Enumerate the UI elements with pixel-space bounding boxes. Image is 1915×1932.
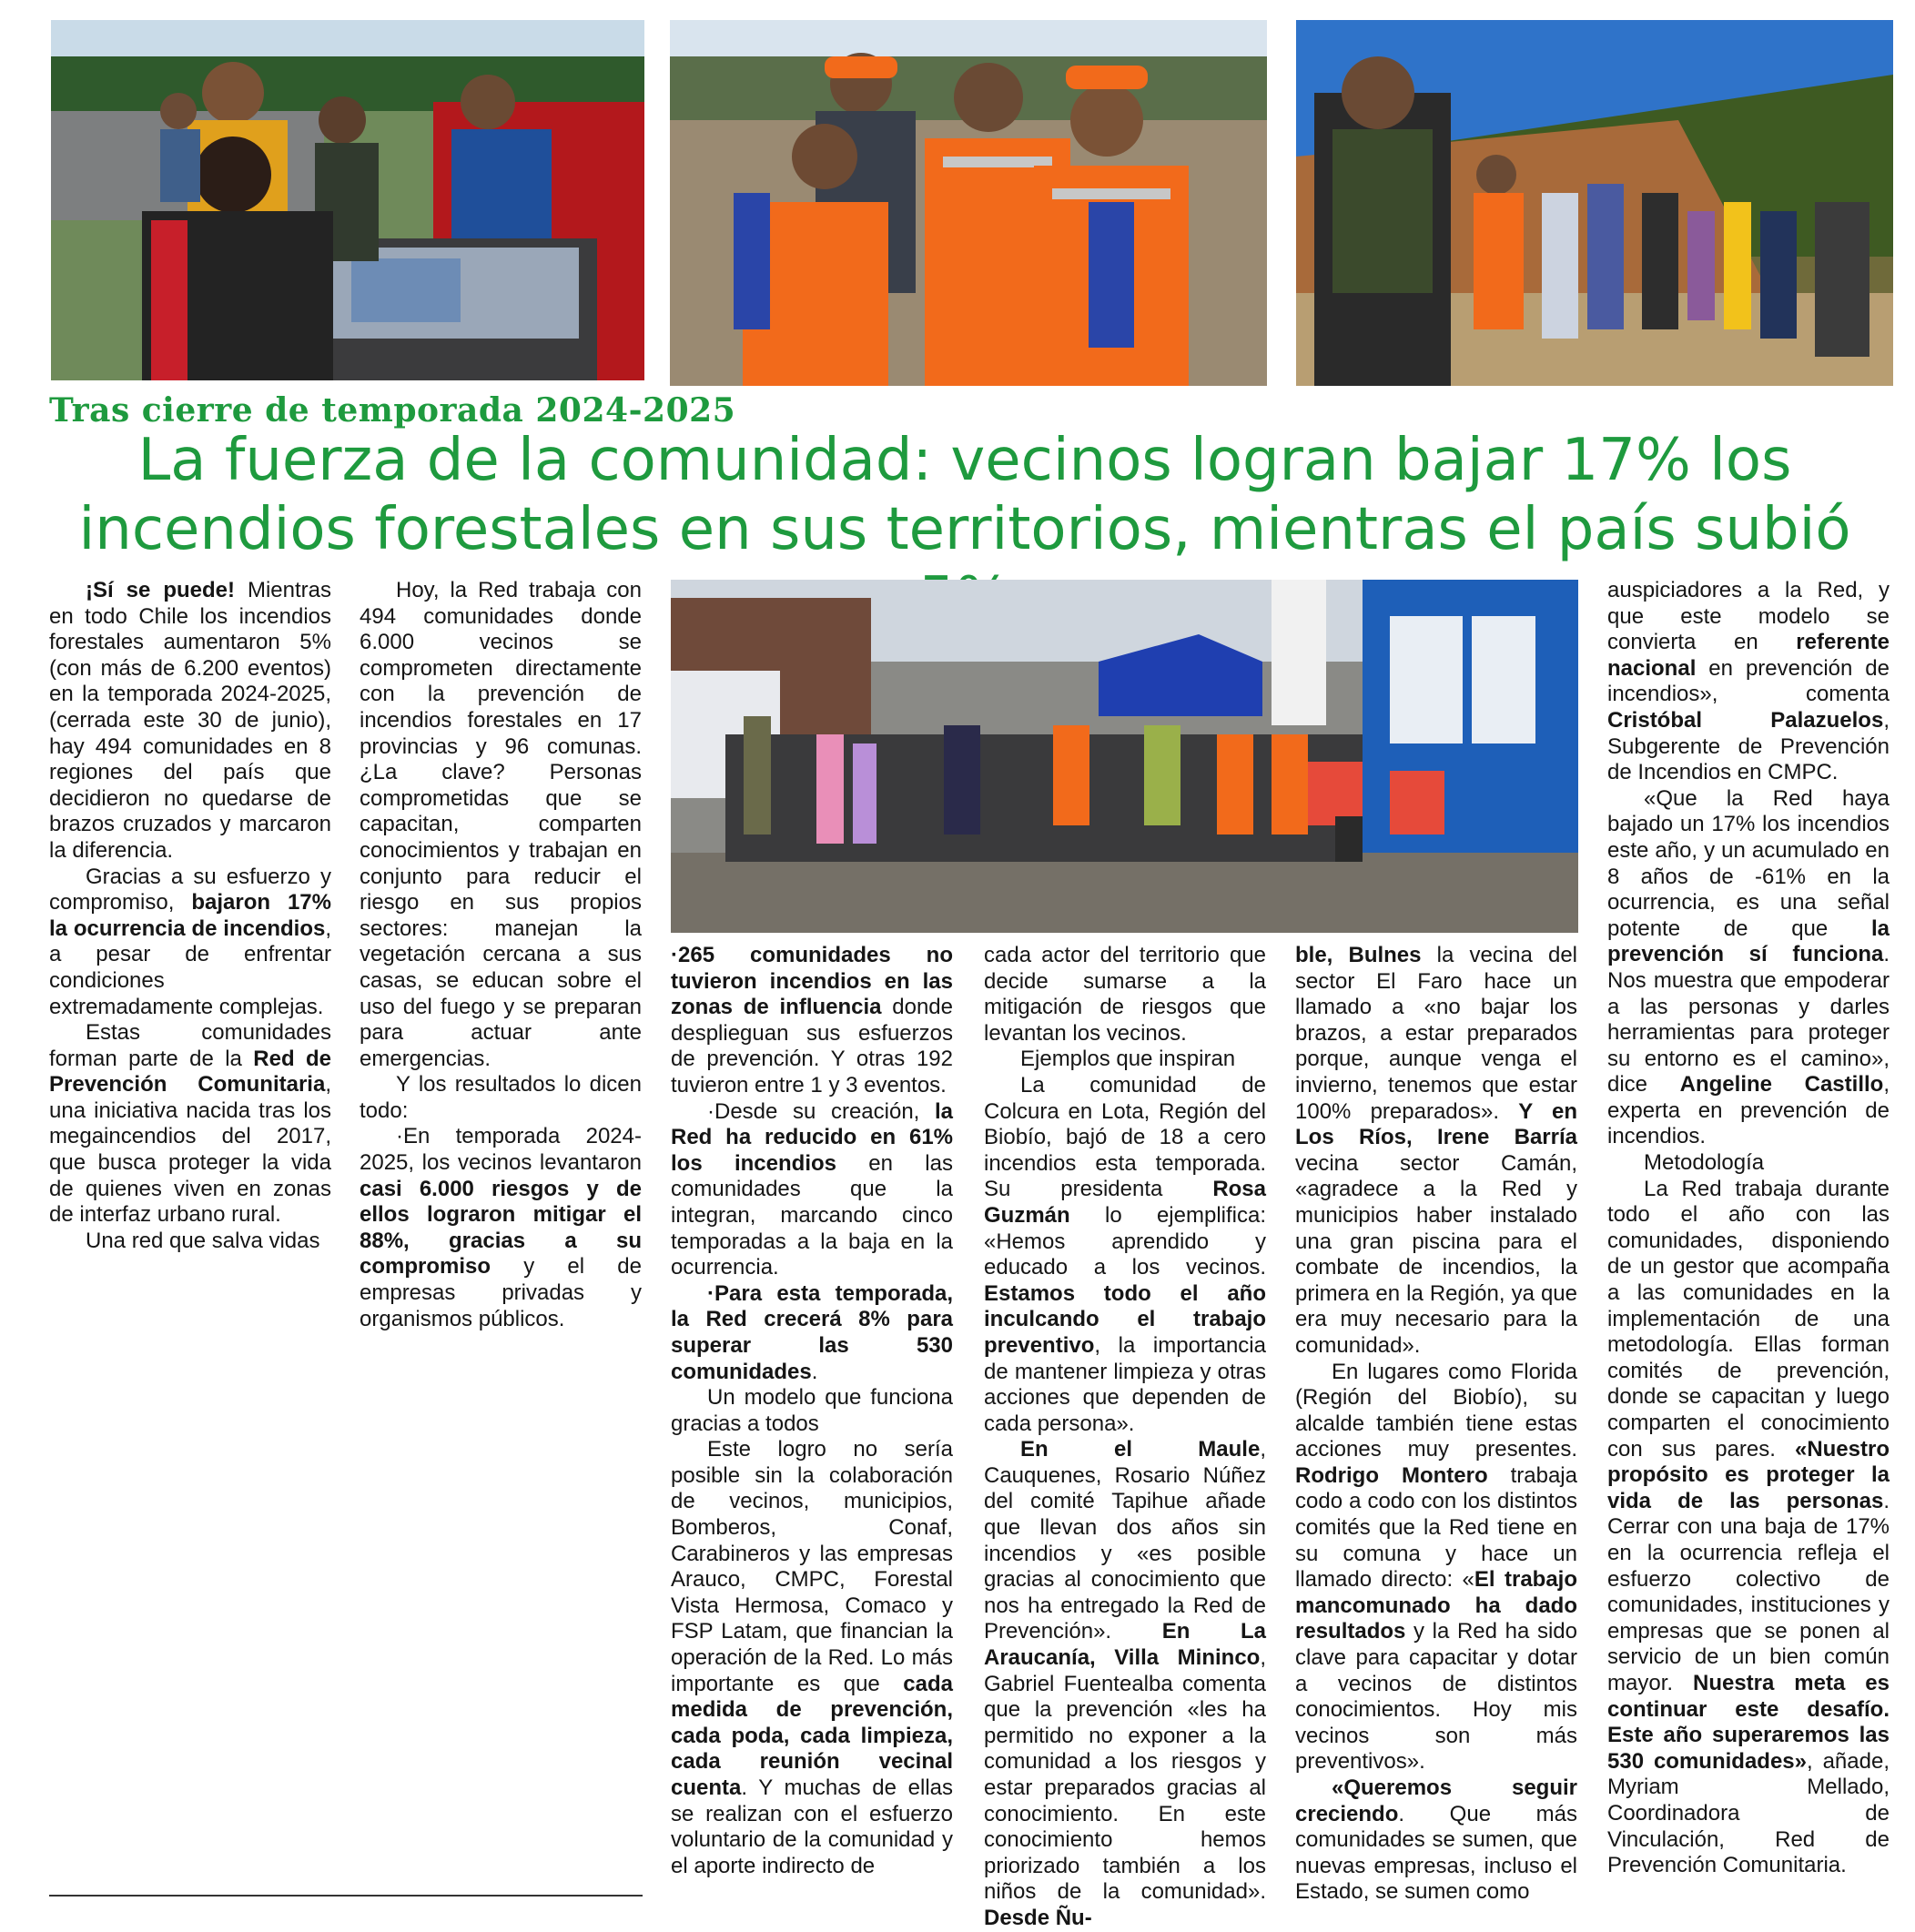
- bold-text: Cristóbal Palazuelos: [1607, 707, 1884, 733]
- bold-text: Rosa Guzmán: [984, 1177, 1266, 1228]
- paragraph: [49, 1020, 331, 1229]
- text-run: cada actor del territorio que decide sumarse a la mitigación de riesgos que levantan los vecinos.: [984, 943, 1266, 1046]
- text-run: auspiciadores a la Red, y que este modelo se convierta en: [1607, 578, 1890, 655]
- text-run: «Que la Red haya bajado un 17% los incendios este año, y un acumulado en 8 años de -61% en la ocurrencia, es una señal potente de que: [1607, 785, 1890, 941]
- paragraph: [49, 1229, 331, 1255]
- paragraph: [1295, 943, 1577, 1360]
- paragraph: [1607, 1150, 1890, 1177]
- paragraph: [984, 1047, 1266, 1073]
- bold-text: Angeline Castillo: [1679, 1072, 1884, 1097]
- bold-text: Y en Los Ríos, Irene Barría: [1295, 1098, 1577, 1150]
- column-2: [360, 578, 642, 1332]
- text-run: la vecina del sector El Faro hace un llamado a «no bajar los brazos, a estar preparados porque, aunque venga el invierno, tenemos que estar 100% preparados».: [1295, 943, 1577, 1124]
- paragraph: [984, 1437, 1266, 1931]
- bold-text: bajaron 17% la ocurrencia de incendios: [49, 890, 331, 941]
- bold-text: El trabajo mancomunado ha dado resultados: [1295, 1567, 1577, 1644]
- bold-text: «Queremos seguir creciendo: [1295, 1775, 1577, 1826]
- text-run: y la Red ha sido clave para capacitar y dotar a vecinos de distintos conocimientos. Hoy mis vecinos son más preventivos».: [1295, 1619, 1577, 1775]
- paragraph: [1295, 1360, 1577, 1776]
- text-run: lo ejemplifica: «Hemos aprendido y educado a los vecinos.: [984, 1202, 1266, 1280]
- text-run: La Red trabaja durante todo el año con las comunidades, disponiendo de un gestor que acompaña a las comunidades en la implementación de una metodología. Ellas forman comités de prevención, donde se capacitan y luego comparten el conocimiento con sus pares.: [1607, 1176, 1890, 1462]
- column-5: [1295, 943, 1577, 1906]
- paragraph: [984, 943, 1266, 1047]
- text-run: . Y muchas de ellas se realizan con el esfuerzo voluntario de la comunidad y el aporte indirecto de: [671, 1775, 953, 1878]
- paragraph: [49, 865, 331, 1021]
- text-run: y el de empresas privadas y organismos públicos.: [360, 1254, 642, 1331]
- bold-text: ¡Sí se puede!: [86, 578, 235, 602]
- bold-text: referente nacional: [1607, 630, 1890, 681]
- text-run: Un modelo que funciona gracias a todos: [671, 1385, 953, 1436]
- text-run: ·En temporada 2024-2025, los vecinos levantaron: [360, 1124, 642, 1176]
- text-run: . Nos muestra que empoderar a las personas y darles herramientas para proteger su entorno es el camino», dice: [1607, 942, 1890, 1097]
- bold-text: «Nuestro propósito es proteger la vida de las personas: [1607, 1436, 1890, 1513]
- paragraph: [49, 578, 331, 865]
- text-run: , Subgerente de Prevención de Incendios en CMPC.: [1607, 707, 1890, 785]
- bold-text: ble, Bulnes: [1295, 943, 1422, 967]
- text-run: . Que más comunidades se sumen, que nuevas empresas, incluso el Estado, se sumen como: [1295, 1801, 1577, 1905]
- column-3: [671, 943, 953, 1879]
- bold-text: la prevención sí funciona: [1607, 915, 1890, 967]
- text-run: En lugares como Florida (Región del Biobío), su alcalde también tiene estas acciones muy presentes.: [1295, 1359, 1577, 1462]
- paragraph: [1607, 578, 1890, 786]
- paragraph: [1295, 1775, 1577, 1906]
- headline: La fuerza de la comunidad: vecinos logran bajar 17% los incendios forestales en sus territorios, mientras el país subió: [78, 427, 1851, 563]
- text-run: Mientras en todo Chile los incendios forestales aumentaron 5% (con más de 6.200 eventos) en la temporada 2024-2025, (cerrada este 30 de junio), hay 494 comunidades en 8 regiones del país que decidieron no quedarse de brazos cruzados y marcaron la diferencia.: [49, 578, 331, 863]
- text-run: , a pesar de enfrentar condiciones extremadamente complejas.: [49, 915, 331, 1019]
- paragraph: [1607, 786, 1890, 1150]
- text-run: Una red que salva vidas: [86, 1228, 320, 1253]
- text-run: Hoy, la Red trabaja con 494 comunidades donde 6.000 vecinos se comprometen directamente con la prevención de incendios forestales en 17 provincias y 96 comunas. ¿La clave? Personas comprometidas que se capacitan, comparten conocimientos y trabajan en conjunto para reducir el riesgo en sus propios sectores: manejan la vegetación cercana a sus casas, se educan sobre el uso del fuego y se preparan para actuar ante emergencias.: [360, 578, 642, 1071]
- bold-text: casi 6.000 riesgos y de ellos lograron mitigar el 88%, gracias a su compromiso: [360, 1176, 642, 1280]
- bold-text: ·265 comunidades no tuvieron incendios en las zonas de influencia: [671, 943, 953, 1020]
- paragraph: [671, 943, 953, 1099]
- bold-text: En el Maule: [1020, 1437, 1261, 1462]
- bold-text: Red de Prevención Comunitaria: [49, 1046, 332, 1097]
- paragraph: [671, 1281, 953, 1385]
- column-rule: [49, 1895, 643, 1897]
- text-run: , experta en prevención de incendios.: [1607, 1072, 1890, 1149]
- paragraph: [671, 1437, 953, 1879]
- paragraph: [360, 1072, 642, 1124]
- photo-map-meeting: [51, 20, 644, 380]
- column-1: [49, 578, 331, 1254]
- paragraph: [671, 1385, 953, 1437]
- text-run: , la importancia de mantener limpieza y otras acciones que dependen de cada persona».: [984, 1332, 1266, 1436]
- paragraph: [360, 578, 642, 1072]
- photo-community-group: [671, 580, 1578, 933]
- text-run: , Cauquenes, Rosario Núñez del comité Tapihue añade que llevan dos años sin incendios y «es posible gracias al conocimiento que nos ha entregado la Red de Prevención».: [984, 1437, 1266, 1644]
- bold-text: ·Para esta temporada, la Red crecerá 8% para superar las 530 comunidades: [671, 1280, 953, 1384]
- paragraph: [671, 1099, 953, 1281]
- text-run: Gracias a su esfuerzo y compromiso,: [49, 864, 331, 915]
- text-run: donde desplieguan sus esfuerzos de prevención. Y otras 192 tuvieron entre 1 y 3 eventos.: [671, 995, 953, 1097]
- kicker: Tras cierre de temporada 2024-2025: [49, 391, 736, 430]
- bold-text: cada medida de prevención, cada poda, cada limpieza, cada reunión vecinal cuenta: [671, 1671, 953, 1800]
- text-run: , Gabriel Fuentealba comenta que la prevención «les ha permitido no exponer a la comunidad a los riesgos y estar preparados gracias al conocimiento. En este conocimiento hemos priorizado también a los niños de la comunidad».: [984, 1645, 1266, 1905]
- text-run: en prevención de incendios», comenta: [1607, 655, 1890, 707]
- photo-orange-vests: [670, 20, 1267, 386]
- column-6: [1607, 578, 1890, 1879]
- text-run: Y los resultados lo dicen todo:: [360, 1072, 642, 1123]
- text-run: Ejemplos que inspiran: [1020, 1047, 1236, 1072]
- column-4: [984, 943, 1266, 1932]
- bold-text: la Red ha reducido en 61% los incendios: [671, 1098, 953, 1176]
- photo-field-walk: [1296, 20, 1893, 386]
- paragraph: [1607, 1177, 1890, 1879]
- text-run: en las comunidades que la integran, marcando cinco temporadas a la baja en la ocurrencia.: [671, 1150, 953, 1280]
- text-run: La comunidad de Colcura en Lota, Región del Biobío, bajó de 18 a cero incendios esta temporada. Su presidenta: [984, 1072, 1266, 1202]
- text-run: Estas comunidades forman parte de la: [49, 1020, 331, 1071]
- text-run: .: [811, 1359, 818, 1384]
- text-run: , una iniciativa nacida tras los megaincendios del 2017, que busca proteger la vida de quienes viven en zonas de interfaz urbano rural.: [49, 1072, 331, 1228]
- paragraph: [984, 1073, 1266, 1437]
- text-run: , añade, Myriam Mellado, Coordinadora de Vinculación, Red de Prevención Comunitaria.: [1607, 1748, 1890, 1878]
- text-run: . Cerrar con una baja de 17% en la ocurrencia refleja el esfuerzo colectivo de comunidades, instituciones y empresas que se ponen al servicio de un bien común mayor.: [1607, 1488, 1890, 1695]
- bold-text: Rodrigo Montero: [1295, 1462, 1488, 1488]
- bold-text: Estamos todo el año inculcando el trabajo preventivo: [984, 1280, 1266, 1358]
- bold-text: En La Araucanía, Villa Mininco: [984, 1619, 1266, 1671]
- text-run: ·Desde su creación,: [707, 1098, 935, 1124]
- text-run: Este logro no sería posible sin la colaboración de vecinos, municipios, Bomberos, Conaf, Carabineros y las empresas Arauco, CMPC, Forestal Vista Hermosa, Comaco y FSP Latam, que financian la operación de la Red. Lo más importante es que: [671, 1437, 953, 1696]
- paragraph: [360, 1124, 642, 1332]
- text-run: vecina sector Camán, «agradece a la Red y municipios haber instalado una gran piscina para el combate de incendios, la primera en la Región, ya que era muy necesario para la comunidad».: [1295, 1150, 1577, 1358]
- text-run: trabaja codo a codo con los distintos comités que la Red tiene en su comuna y hace un llamado directo: «: [1295, 1462, 1577, 1593]
- bold-text: Desde Ñu-: [984, 1905, 1092, 1930]
- bold-text: Nuestra meta es continuar este desafío. Este año superaremos las 530 comunidades»: [1607, 1670, 1890, 1774]
- text-run: Metodología: [1644, 1150, 1765, 1176]
